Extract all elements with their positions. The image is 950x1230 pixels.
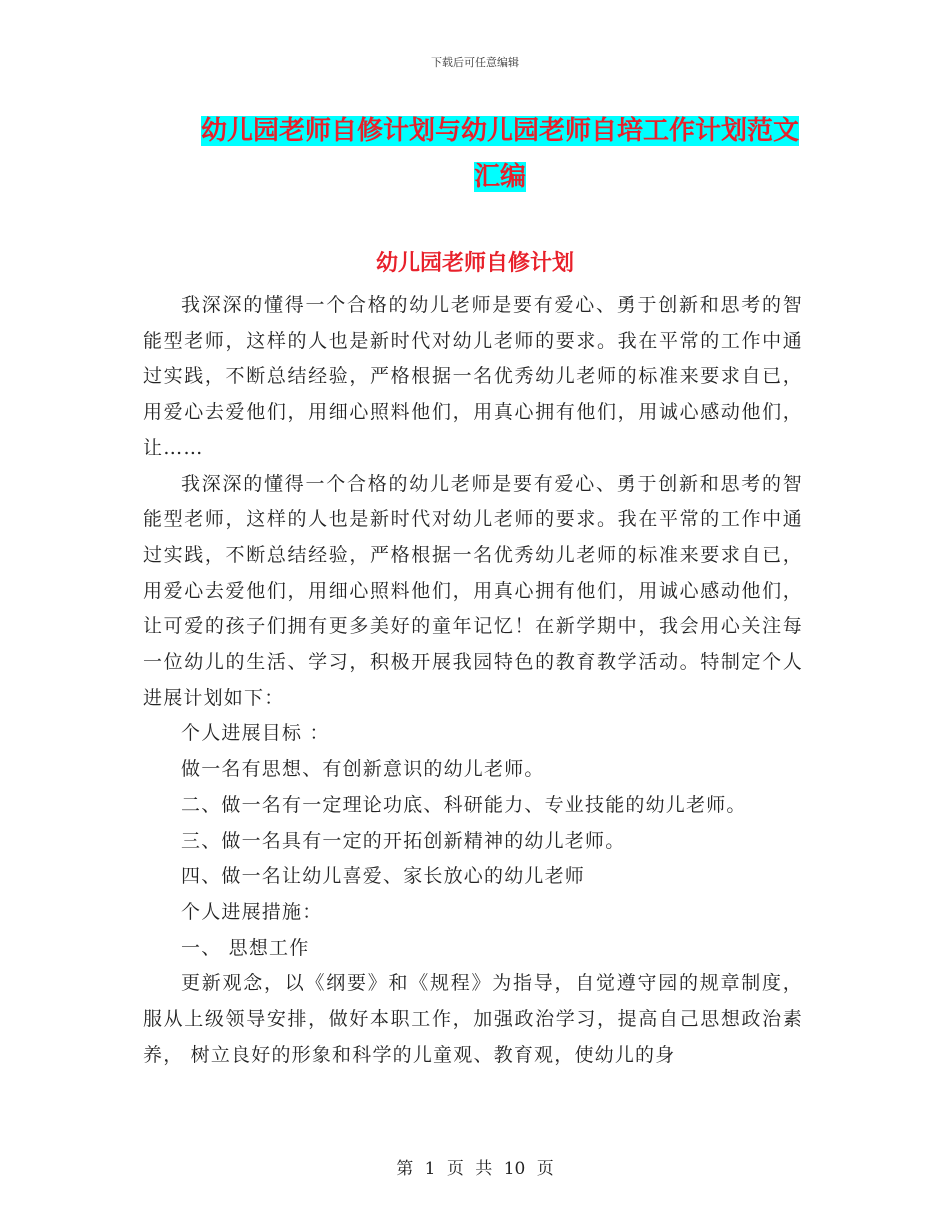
paragraph: 三、做一名具有一定的开拓创新精神的幼儿老师。	[181, 829, 626, 852]
paragraph: 我深深的懂得一个合格的幼儿老师是要有爱心、勇于创新和思考的智能型老师，这样的人也是新时代对幼儿老师的要求。我在平常的工作中通过实践，不断总结经验，严格根据一名优秀幼儿老师的标准来要求自已，用爱心去爱他们，用细心照料他们，用真心拥有他们，用诚心感动他们，让……	[143, 294, 803, 459]
page-number: 第 1 页 共 10 页	[396, 1159, 554, 1179]
paragraph: 一、 思想工作	[181, 936, 310, 959]
section-title: 幼儿园老师自修计划	[375, 250, 574, 276]
paragraph: 做一名有思想、有创新意识的幼儿老师。	[181, 758, 545, 781]
document-body	[143, 288, 803, 1073]
paragraph: 更新观念，以《纲要》和《规程》为指导，自觉遵守园的规章制度，服从上级领导安排，做好本职工作，加强政治学习，提高自己思想政治素养， 树立良好的形象和科学的儿童观、教育观，使幼儿的身	[143, 972, 803, 1066]
header-note: 下载后可任意编辑	[431, 56, 519, 69]
paragraph: 个人进展措施：	[181, 900, 323, 923]
paragraph: 个人进展目标 ：	[181, 722, 330, 745]
document-title	[190, 108, 810, 200]
paragraph: 我深深的懂得一个合格的幼儿老师是要有爱心、勇于创新和思考的智能型老师，这样的人也是新时代对幼儿老师的要求。我在平常的工作中通过实践，不断总结经验，严格根据一名优秀幼儿老师的标准来要求自已，用爱心去爱他们，用细心照料他们，用真心拥有他们，用诚心感动他们，让可爱的孩子们拥有更多美好的童年记忆！在新学期中，我会用心关注每一位幼儿的生活、学习，积极开展我园特色的教育教学活动。特制定个人进展计划如下：	[143, 472, 803, 709]
paragraph: 二、做一名有一定理论功底、科研能力、专业技能的幼儿老师。	[181, 793, 747, 816]
paragraph: 四、做一名让幼儿喜爱、家长放心的幼儿老师	[181, 865, 586, 888]
document-title-text: 幼儿园老师自修计划与幼儿园老师自培工作计划范文汇编	[200, 116, 799, 192]
